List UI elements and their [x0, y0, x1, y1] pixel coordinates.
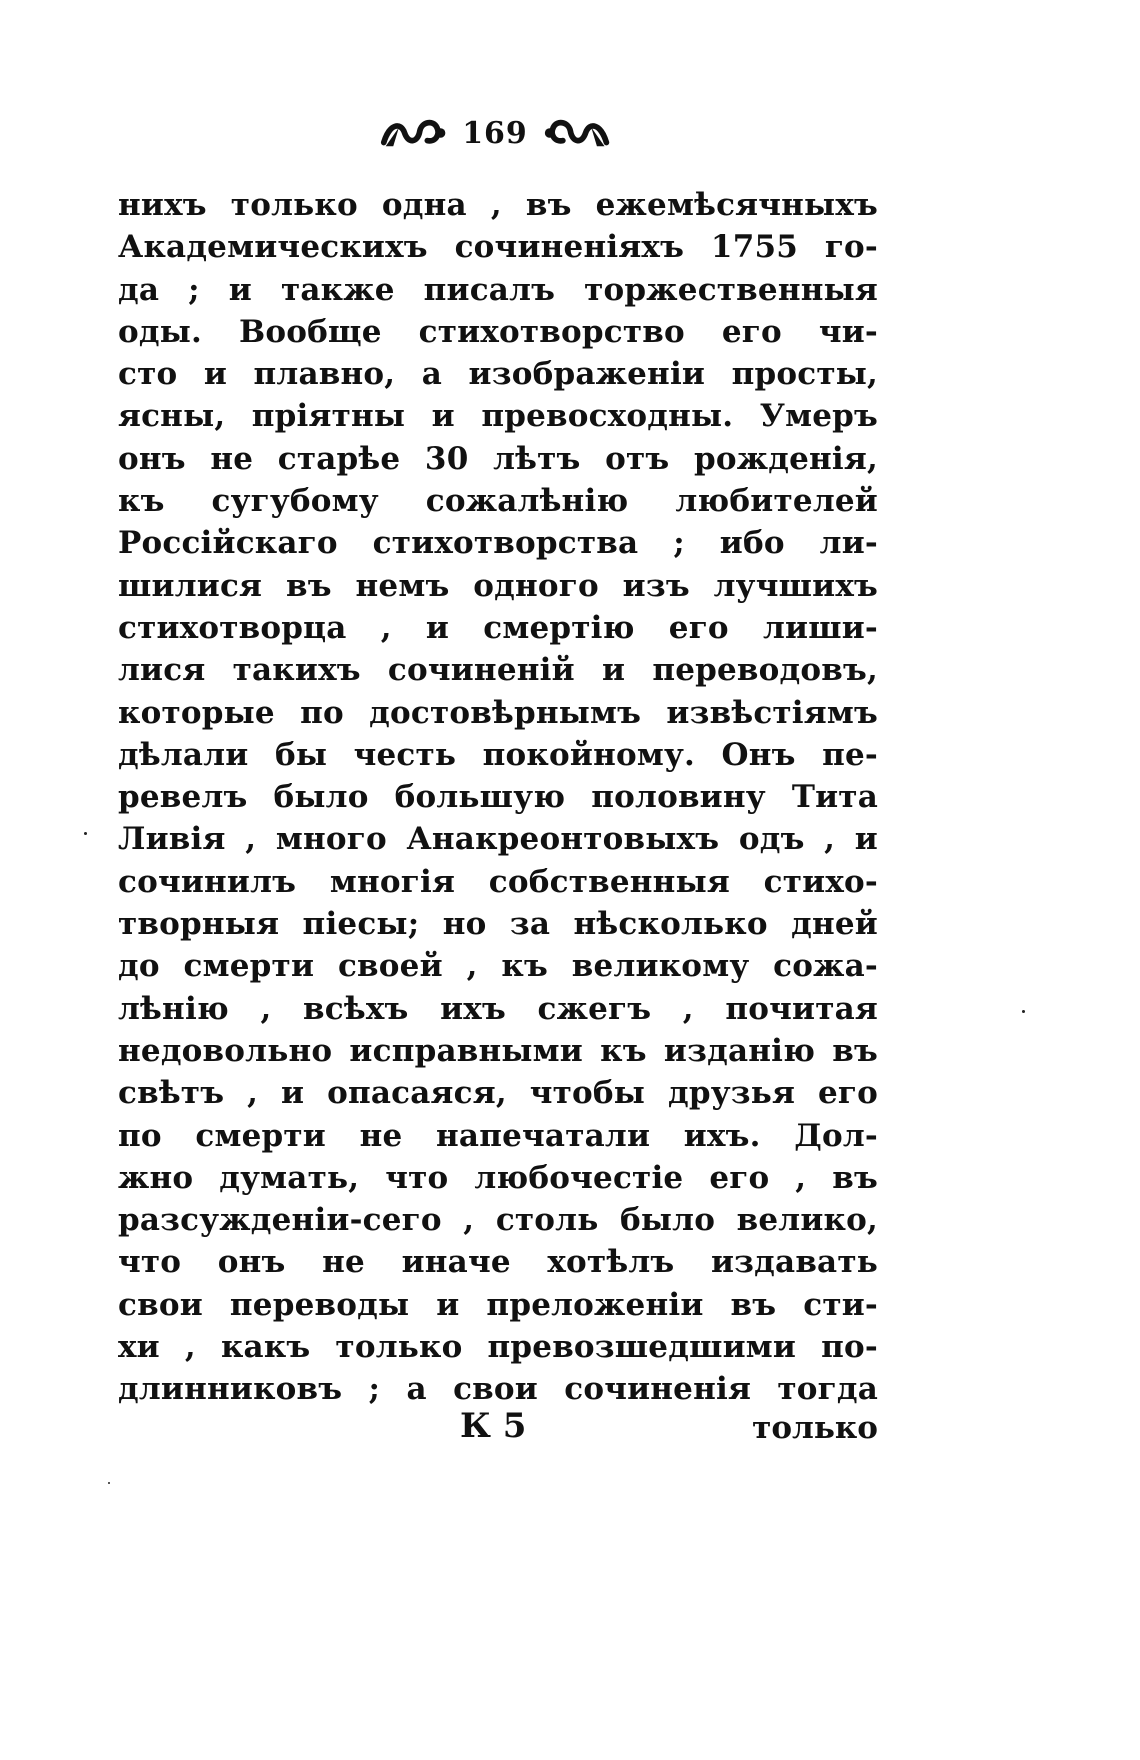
text-line: ясны, прiятны и превосходны. Умеръ — [118, 398, 878, 435]
text-line: стихотворца , и смертiю его лиши- — [118, 609, 878, 646]
text-line: недовольно исправными къ изданiю въ — [118, 1032, 878, 1069]
text-line: лися такихъ сочиненiй и переводовъ, — [118, 652, 878, 689]
text-line: шилися въ немъ одного изъ лучшихъ — [118, 567, 878, 604]
print-speck — [1022, 1010, 1025, 1013]
text-line: нихъ только одна , въ ежемѣсячныхъ — [118, 187, 878, 223]
text-line: по смерти не напечатали ихъ. Дол- — [118, 1117, 878, 1154]
page-header — [380, 108, 610, 158]
catchword: только — [752, 1410, 878, 1446]
text-line: Академическихъ сочиненiяхъ 1755 го- — [118, 229, 878, 266]
text-line: хи , какъ только превозшедшими по- — [118, 1329, 878, 1366]
text-line: да ; и также писалъ торжественныя — [118, 271, 878, 308]
text-line: Ливiя , много Анакреонтовыхъ одъ , и — [118, 821, 878, 858]
text-line: длинниковъ ; а свои сочиненiя тогда — [118, 1371, 878, 1408]
ornament-right-icon — [542, 113, 610, 153]
main-text — [118, 184, 878, 1411]
page-footer — [118, 1406, 878, 1456]
print-speck — [84, 832, 87, 835]
signature-mark: К 5 — [460, 1406, 527, 1446]
text-line: что онъ не иначе хотѣлъ издавать — [118, 1244, 878, 1281]
text-line: ревелъ было большую половину Тита — [118, 779, 878, 816]
text-line: Россiйскаго стихотворства ; ибо ли- — [118, 525, 878, 562]
text-line: разсужденiи-сего , столь было велико, — [118, 1202, 878, 1239]
text-line: онъ не старѣе 30 лѣтъ отъ рожденiя, — [118, 440, 878, 477]
text-line: жно думать, что любочестiе его , въ — [118, 1159, 878, 1196]
page-number: 169 — [462, 115, 528, 151]
text-line: которые по достовѣрнымъ извѣстiямъ — [118, 694, 878, 731]
text-line: свѣтъ , и опасаяся, чтобы друзья его — [118, 1075, 878, 1112]
text-line: свои переводы и преложенiи въ сти- — [118, 1286, 878, 1323]
text-line: лѣнiю , всѣхъ ихъ сжегъ , почитая — [118, 990, 878, 1027]
print-speck — [108, 1482, 110, 1484]
text-line: сто и плавно, а изображенiи просты, — [118, 356, 878, 393]
text-line: сочинилъ многiя собственныя стихо- — [118, 863, 878, 900]
text-line: оды. Вообще стихотворство его чи- — [118, 313, 878, 350]
text-line: дѣлали бы честь покойному. Онъ пе- — [118, 736, 878, 773]
ornament-left-icon — [380, 113, 448, 153]
text-line: творныя пiесы; но за нѣсколько дней — [118, 906, 878, 943]
text-line: до смерти своей , къ великому сожа- — [118, 948, 878, 985]
text-line: къ сугубому сожалѣнiю любителей — [118, 483, 878, 520]
